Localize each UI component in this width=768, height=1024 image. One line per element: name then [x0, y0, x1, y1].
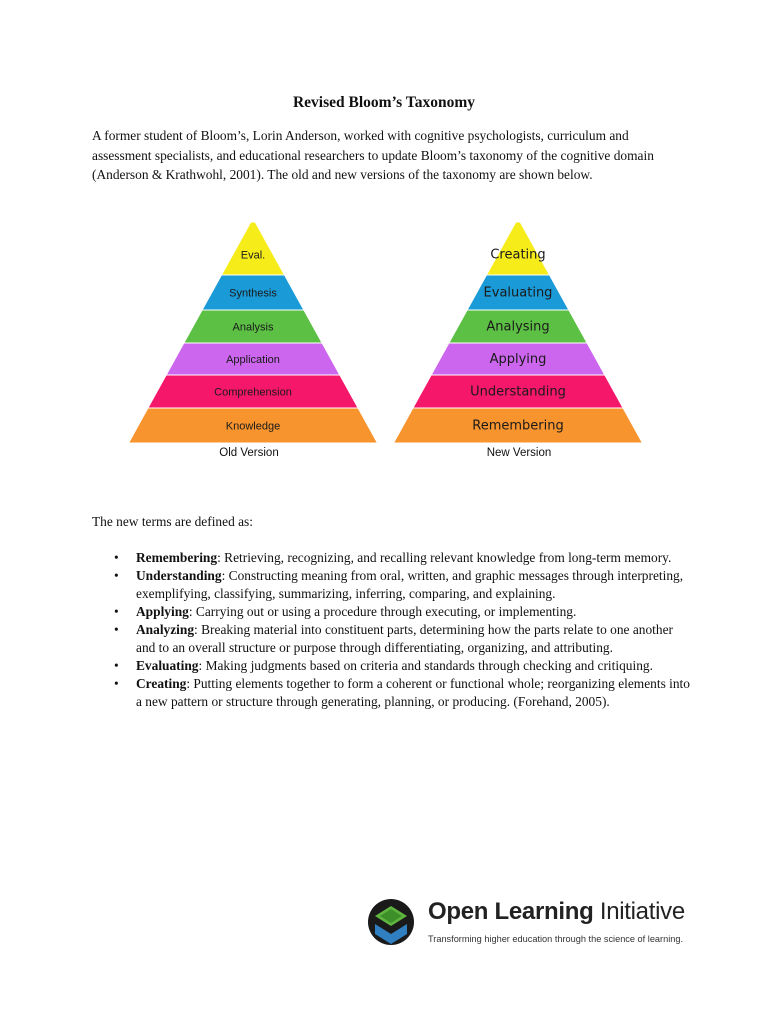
pyramid-level-label: Knowledge	[225, 420, 281, 433]
definitions-heading: The new terms are defined as:	[92, 514, 253, 529]
definition-term: Understanding	[136, 568, 222, 583]
pyramid-level	[221, 222, 284, 275]
page-title: Revised Bloom’s Taxonomy	[292, 94, 475, 111]
logo-name-bold: Open Learning	[428, 898, 594, 925]
logo-wordmark	[428, 898, 685, 926]
bullet: •	[114, 568, 119, 583]
oli-emblem-icon	[366, 894, 418, 950]
logo-name-regular: Initiative	[599, 898, 685, 925]
bullet: •	[114, 550, 119, 565]
definition-term: Applying	[136, 604, 189, 619]
definition-text: : Constructing meaning from oral, written, and graphic messages through interpreting, exemplifying, classifying, summarizing, inferring, comparing, and explaining.	[136, 568, 684, 601]
pyramid-level-label: Applying	[489, 352, 547, 367]
new-version-pyramid	[393, 218, 643, 446]
definition-text: : Retrieving, recognizing, and recalling relevant knowledge from long-term memory.	[217, 550, 672, 565]
old-version-pyramid	[128, 218, 378, 446]
definitions-list	[92, 549, 692, 711]
pyramid-level-label: Understanding	[470, 384, 566, 400]
pyramid-level-label: Analysis	[232, 321, 274, 334]
bullet: •	[114, 658, 119, 673]
old-version-caption: Old Version	[219, 447, 279, 459]
bullet: •	[114, 622, 119, 637]
pyramid-level-label: Comprehension	[214, 386, 292, 399]
pyramid-level-label: Synthesis	[229, 287, 277, 300]
pyramid-level-label: Application	[226, 354, 280, 366]
pyramid-level-label: Remembering	[472, 418, 564, 434]
definition-text: : Putting elements together to form a coherent or functional whole; reorganizing elements into a new pattern or structure through generating, planning, or producing. (Forehand, 2005).	[136, 676, 690, 709]
new-version-caption: New Version	[486, 447, 552, 459]
definition-item	[92, 657, 692, 675]
definition-item	[92, 549, 692, 567]
definition-item	[92, 567, 692, 603]
definition-text: : Carrying out or using a procedure through executing, or implementing.	[188, 604, 577, 619]
bullet: •	[114, 604, 119, 619]
definition-text: : Breaking material into constituent parts, determining how the parts relate to one another and to an overall structure or purpose through differentiating, organizing, and attributing.	[136, 622, 673, 655]
pyramid-level-label: Eval.	[240, 249, 266, 262]
definition-item	[92, 675, 692, 711]
pyramid-level-label: Creating	[490, 247, 546, 263]
pyramid-level-label: Evaluating	[483, 285, 553, 301]
definition-term: Creating	[136, 676, 187, 691]
logo-tagline: Transforming higher education through the science of learning.	[428, 934, 684, 944]
bullet: •	[114, 676, 119, 691]
intro-paragraph: A former student of Bloom’s, Lorin Anderson, worked with cognitive psychologists, curriculum and assessment specialists, and educational researchers to update Bloom’s taxonomy of the cognitive domain (Anderson & Krathwohl, 2001). The old and new versions of the taxonomy are shown below.	[92, 128, 654, 182]
definition-term: Analyzing	[136, 622, 195, 637]
pyramid-level-label: Analysing	[486, 319, 550, 335]
definition-term: Evaluating	[136, 658, 199, 673]
definition-item	[92, 621, 692, 657]
definition-term: Remembering	[136, 550, 218, 565]
open-learning-initiative-logo	[366, 894, 686, 954]
definition-text: : Making judgments based on criteria and standards through checking and critiquing.	[198, 658, 653, 673]
definition-item	[92, 603, 692, 621]
